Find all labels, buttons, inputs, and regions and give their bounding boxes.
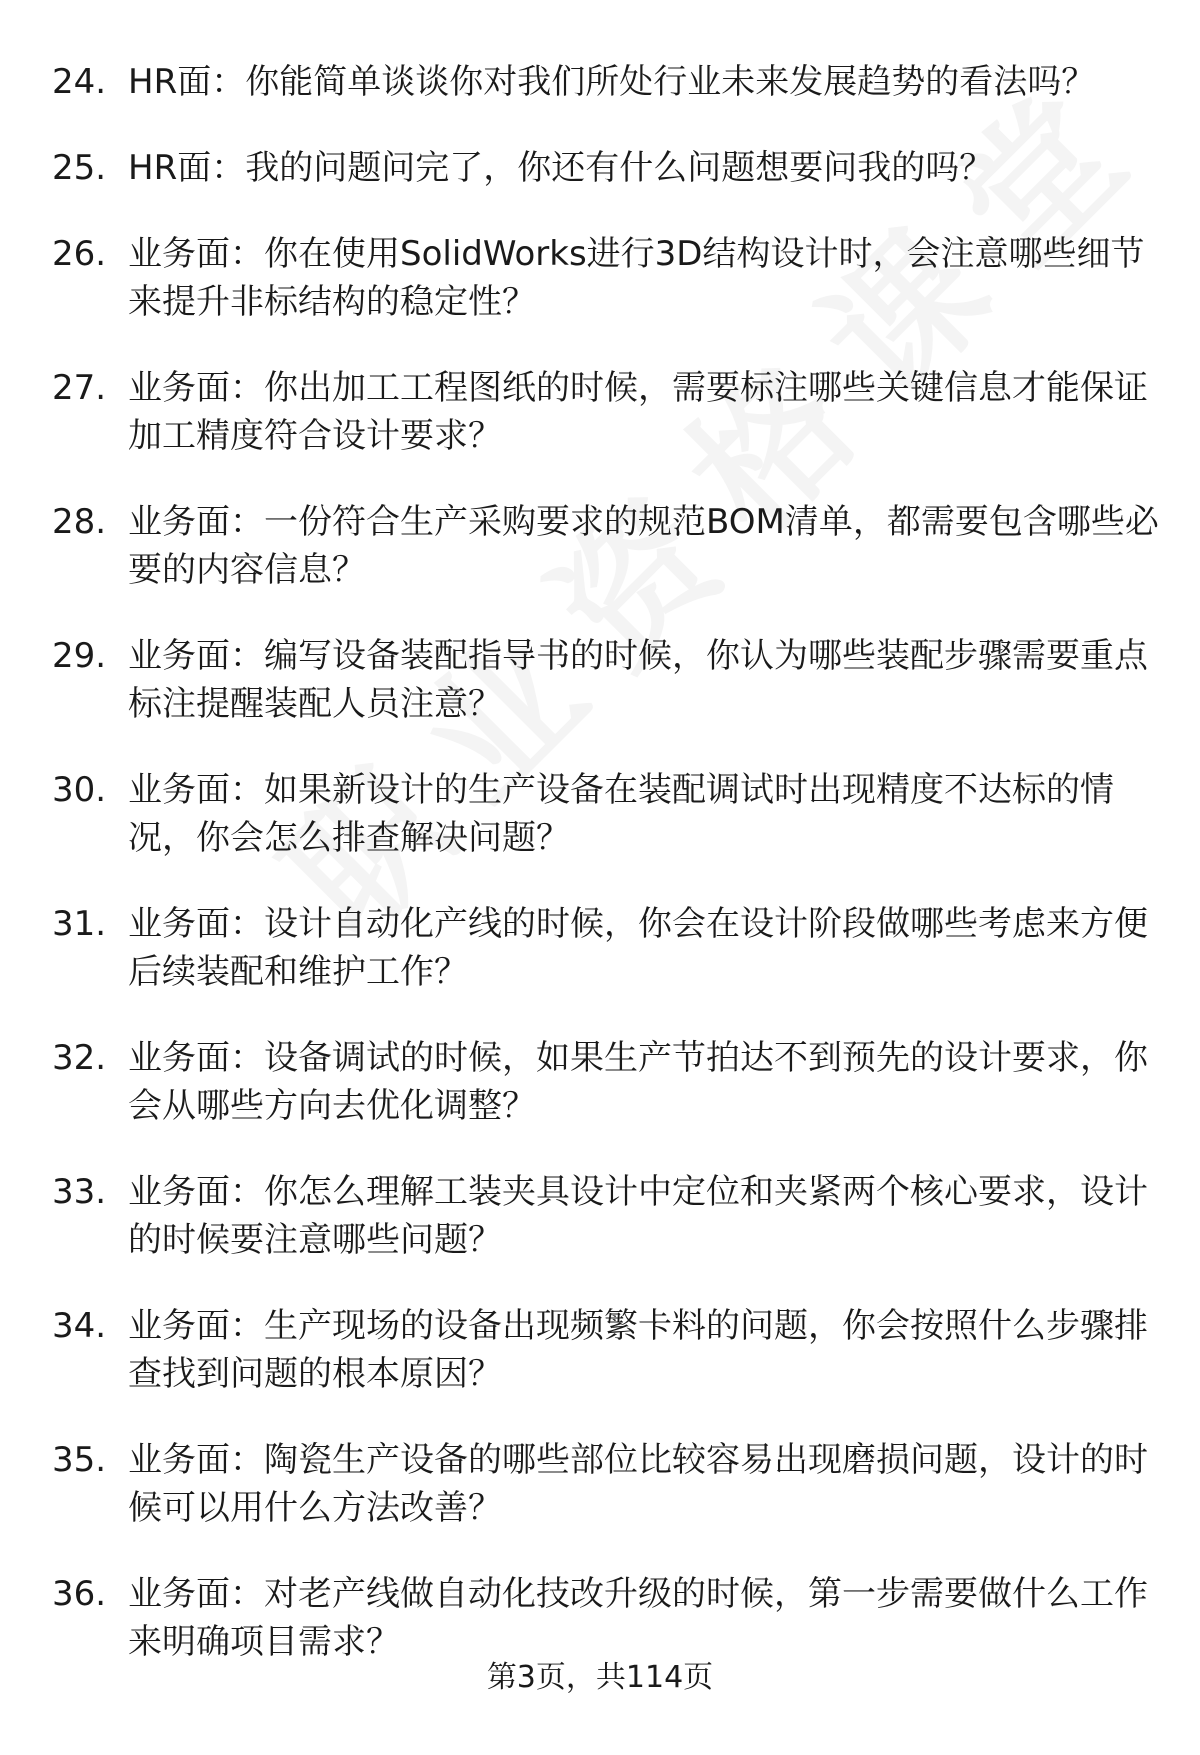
question-text: HR面：我的问题问完了，你还有什么问题想要问我的吗？ [128,148,994,188]
question-number: 35. [52,1440,107,1480]
question-number: 29. [52,636,107,676]
question-item [52,900,1162,996]
question-number: 34. [52,1306,107,1346]
question-text: 业务面：一份符合生产采购要求的规范BOM清单，都需要包含哪些必要的内容信息？ [128,502,1159,590]
question-text: 业务面：你怎么理解工装夹具设计中定位和夹紧两个核心要求，设计的时候要注意哪些问题？ [128,1172,1148,1260]
question-text: HR面：你能简单谈谈你对我们所处行业未来发展趋势的看法吗？ [128,62,1096,102]
question-number: 24. [52,62,107,102]
question-number: 33. [52,1172,107,1212]
question-item [52,144,1162,192]
question-number: 30. [52,770,107,810]
question-item [52,1570,1162,1666]
question-item [52,58,1162,106]
question-number: 27. [52,368,107,408]
question-number: 25. [52,148,107,188]
question-text: 业务面：设备调试的时候，如果生产节拍达不到预先的设计要求，你会从哪些方向去优化调整？ [128,1038,1148,1126]
question-item [52,364,1162,460]
page-footer: 第3页，共114页 [486,1660,714,1695]
question-text: 业务面：生产现场的设备出现频繁卡料的问题，你会按照什么步骤排查找到问题的根本原因？ [128,1306,1148,1394]
question-number: 36. [52,1574,107,1614]
question-item [52,1168,1162,1264]
question-item [52,1034,1162,1130]
question-item [52,230,1162,326]
question-text: 业务面：编写设备装配指导书的时候，你认为哪些装配步骤需要重点标注提醒装配人员注意？ [128,636,1148,724]
question-number: 26. [52,234,107,274]
question-list [52,58,1162,1704]
question-number: 28. [52,502,107,542]
question-item [52,1436,1162,1532]
question-text: 业务面：对老产线做自动化技改升级的时候，第一步需要做什么工作来明确项目需求？ [128,1574,1148,1662]
question-number: 32. [52,1038,107,1078]
question-text: 业务面：你在使用SolidWorks进行3D结构设计时，会注意哪些细节来提升非标结构的稳定性？ [128,234,1145,322]
question-text: 业务面：你出加工工程图纸的时候，需要标注哪些关键信息才能保证加工精度符合设计要求？ [128,368,1148,456]
question-item [52,766,1162,862]
question-text: 业务面：陶瓷生产设备的哪些部位比较容易出现磨损问题，设计的时候可以用什么方法改善？ [128,1440,1148,1528]
question-text: 业务面：如果新设计的生产设备在装配调试时出现精度不达标的情况，你会怎么排查解决问题？ [128,770,1114,858]
question-item [52,1302,1162,1398]
question-item [52,632,1162,728]
question-number: 31. [52,904,107,944]
question-item [52,498,1162,594]
question-text: 业务面：设计自动化产线的时候，你会在设计阶段做哪些考虑来方便后续装配和维护工作？ [128,904,1148,992]
